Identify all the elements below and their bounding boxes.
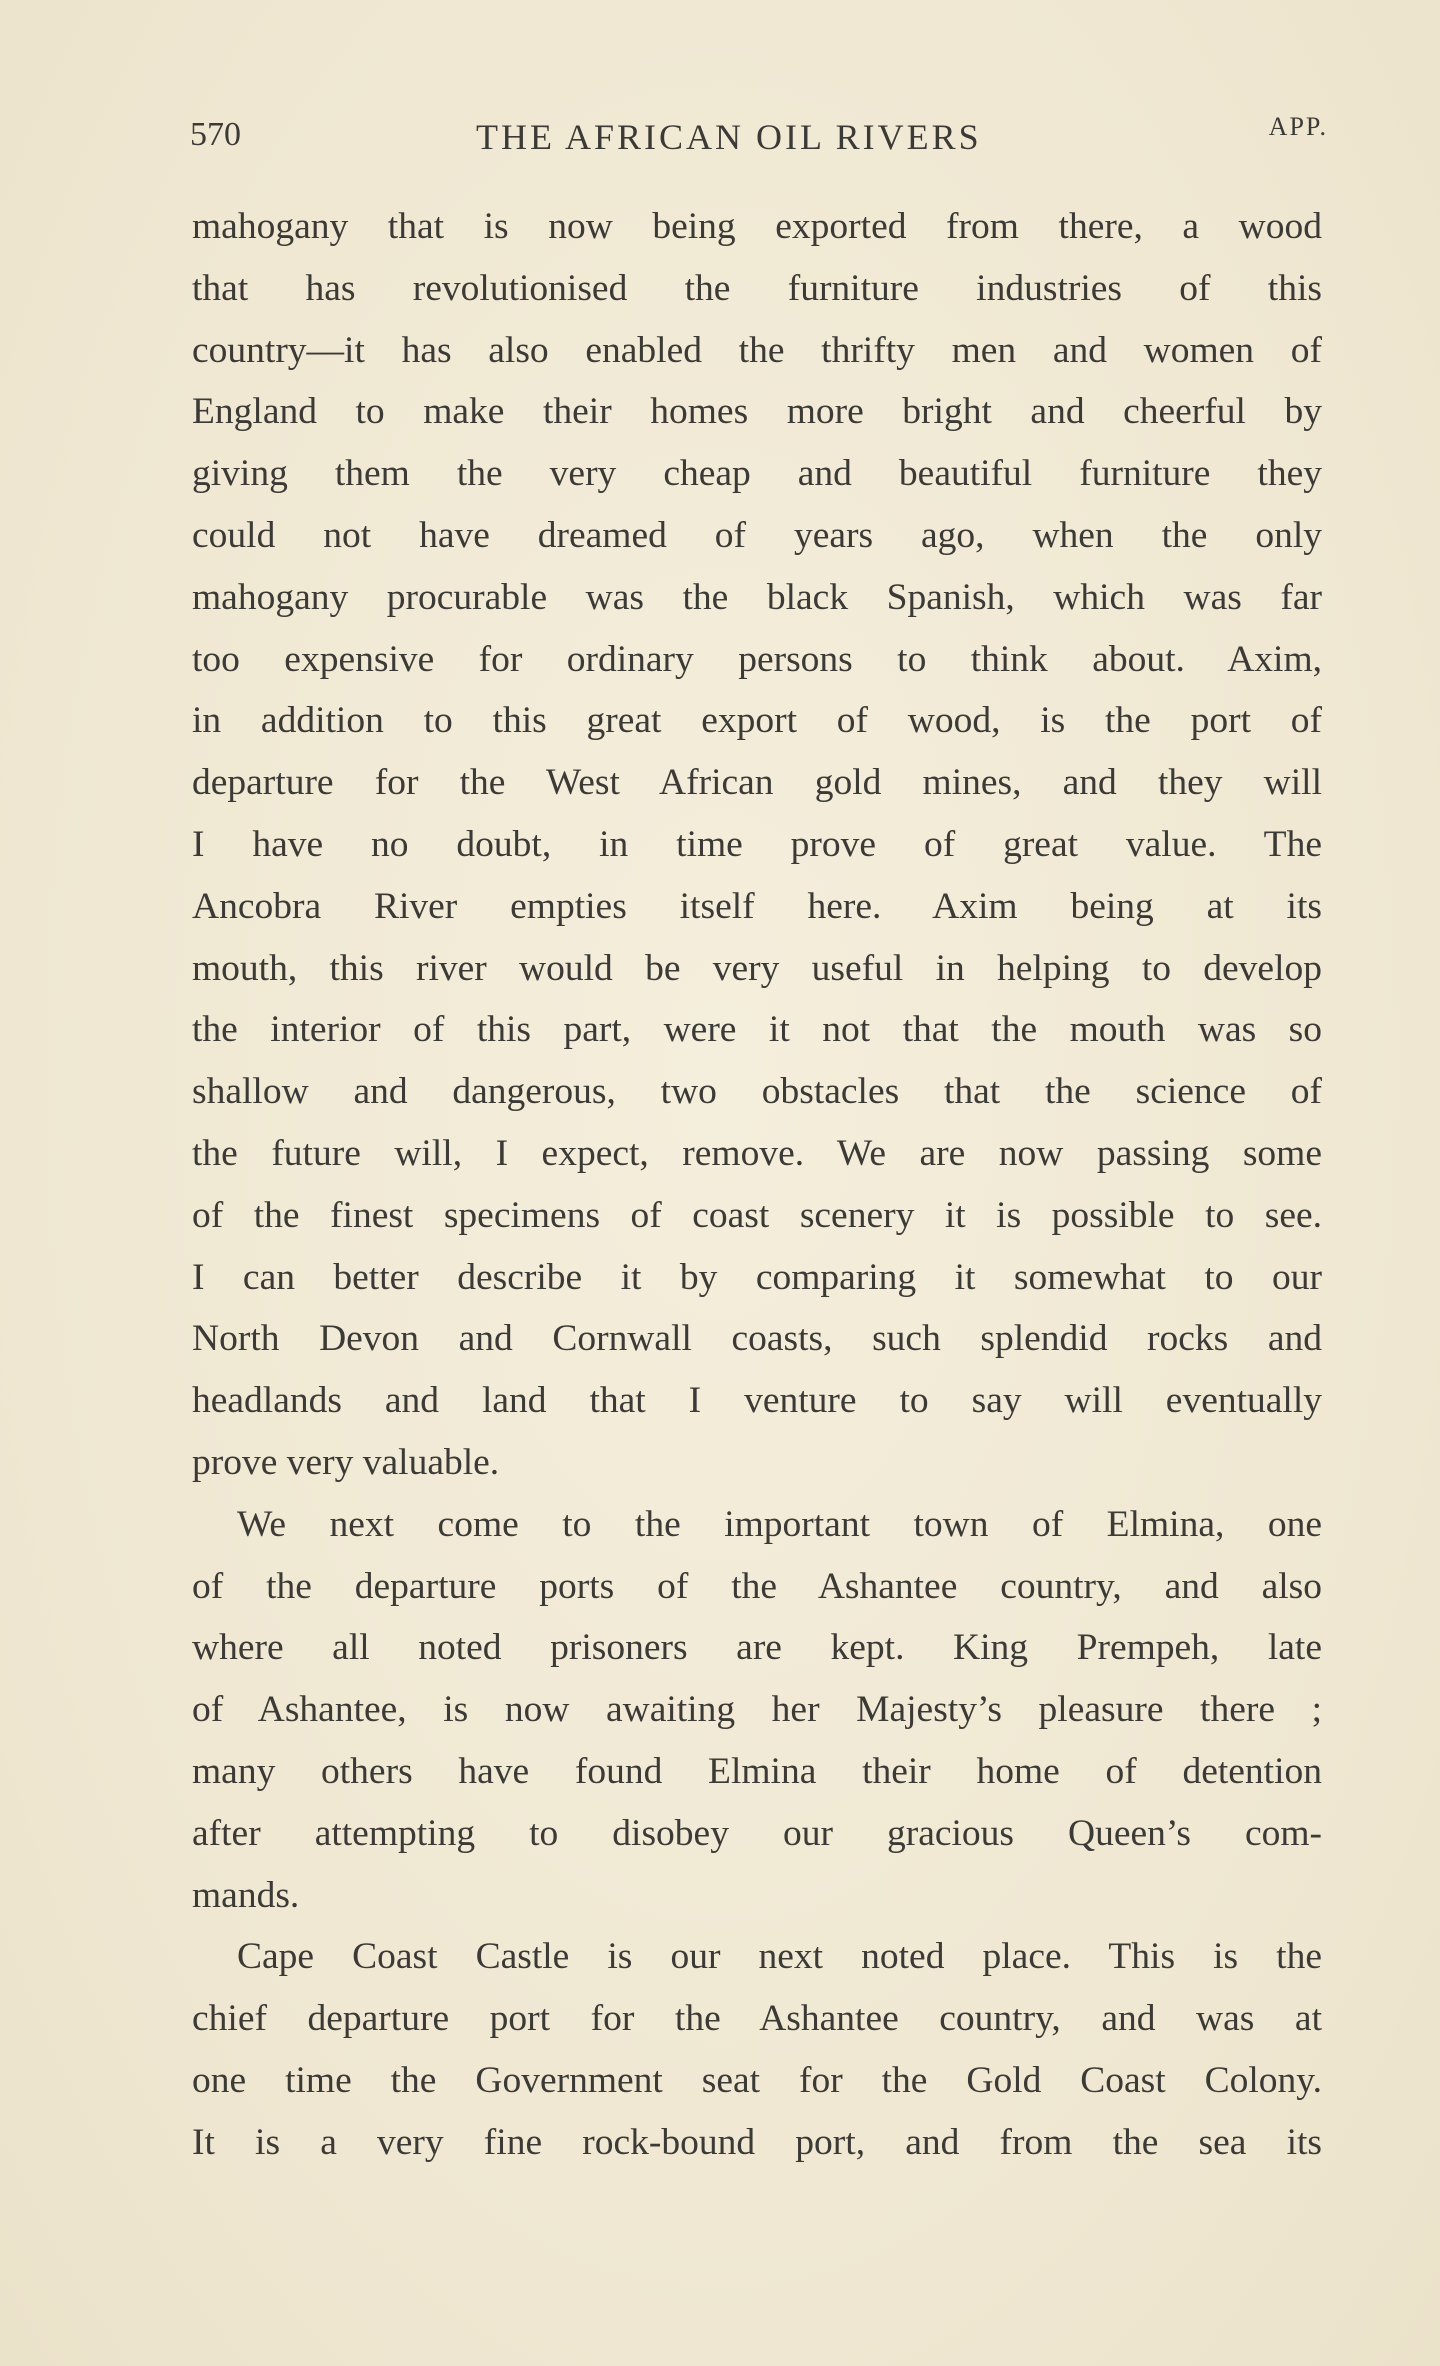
text-line: mands. [192, 1874, 300, 1916]
text-line: It is a very fine rock-bound port, and from the sea its [192, 2121, 1322, 2163]
text-line: the interior of this part, were it not that the mouth was so [192, 1009, 1322, 1051]
text-line: Cape Coast Castle is our next noted place. This is the [237, 1936, 1322, 1978]
text-line: of the departure ports of the Ashantee country, and also [192, 1565, 1322, 1607]
text-line: in addition to this great export of wood, is the port of [192, 700, 1322, 742]
text-line: I can better describe it by comparing it somewhat to our [192, 1256, 1322, 1298]
text-line: the future will, I expect, remove. We are now passing some [192, 1132, 1322, 1174]
text-line: mahogany that is now being exported from there, a wood [192, 206, 1322, 247]
text-line: country—it has also enabled the thrifty men and women of [192, 329, 1322, 371]
text-line: where all noted prisoners are kept. King Prempeh, late [192, 1627, 1322, 1669]
text-line: many others have found Elmina their home of detention [192, 1750, 1322, 1792]
text-line: England to make their homes more bright and cheerful by [192, 391, 1322, 433]
text-line: departure for the West African gold mines, and they will [192, 762, 1322, 804]
text-line: Ancobra River empties itself here. Axim being at its [192, 885, 1322, 927]
text-line: after attempting to disobey our gracious Queen’s com- [192, 1812, 1322, 1854]
text-line: of the finest specimens of coast scenery it is possible to see. [192, 1194, 1322, 1236]
text-line: I have no doubt, in time prove of great value. The [192, 823, 1322, 865]
body-text [192, 196, 1322, 2174]
text-line: giving them the very cheap and beautiful furniture they [192, 453, 1322, 495]
text-line: headlands and land that I venture to say will eventually [192, 1380, 1322, 1422]
section-label: APP. [1268, 112, 1328, 141]
text-line: one time the Government seat for the Gold Coast Colony. [192, 2059, 1322, 2101]
text-line: mahogany procurable was the black Spanish, which was far [192, 576, 1322, 618]
text-line: too expensive for ordinary persons to think about. Axim, [192, 638, 1322, 680]
text-line: prove very valuable. [192, 1441, 500, 1483]
running-head [190, 110, 1340, 160]
page-number: 570 [190, 116, 241, 153]
text-line: of Ashantee, is now awaiting her Majesty’s pleasure there ; [192, 1689, 1322, 1731]
text-line: chief departure port for the Ashantee country, and was at [192, 1998, 1322, 2040]
text-line: could not have dreamed of years ago, when the only [192, 514, 1322, 556]
text-line: We next come to the important town of Elmina, one [237, 1503, 1322, 1545]
running-title: THE AFRICAN OIL RIVERS [476, 117, 982, 157]
text-line: North Devon and Cornwall coasts, such splendid rocks and [192, 1318, 1322, 1360]
text-line: that has revolutionised the furniture industries of this [192, 267, 1322, 309]
text-line: shallow and dangerous, two obstacles that the science of [192, 1071, 1322, 1113]
text-line: mouth, this river would be very useful in helping to develop [192, 947, 1322, 989]
